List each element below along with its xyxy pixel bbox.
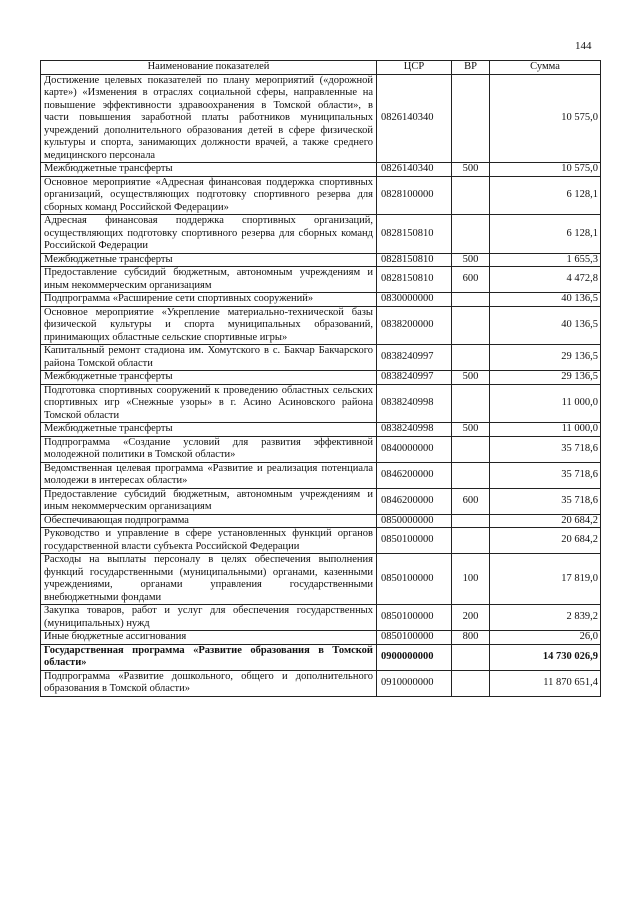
table-row — [41, 644, 601, 670]
table-row — [41, 436, 601, 462]
table-row — [41, 554, 601, 605]
table-row — [41, 462, 601, 488]
cell-csr: 0850000000 — [377, 514, 452, 528]
cell-sum: 26,0 — [490, 631, 601, 645]
cell-name: Закупка товаров, работ и услуг для обеспечения государственных (муниципальных) нужд — [41, 605, 377, 631]
cell-vr — [452, 436, 490, 462]
cell-csr: 0828150810 — [377, 215, 452, 254]
cell-name: Межбюджетные трансферты — [41, 253, 377, 267]
cell-csr: 0828150810 — [377, 267, 452, 293]
cell-csr: 0846200000 — [377, 488, 452, 514]
table-row — [41, 384, 601, 423]
cell-sum: 17 819,0 — [490, 554, 601, 605]
cell-name: Адресная финансовая поддержка спортивных организаций, осуществляющих подготовку спортивного резерва для сборных команд Российской Федерации — [41, 215, 377, 254]
cell-csr: 0838200000 — [377, 306, 452, 345]
cell-name: Ведомственная целевая программа «Развитие и реализация потенциала молодежи в интересах области» — [41, 462, 377, 488]
table-row — [41, 267, 601, 293]
cell-name: Расходы на выплаты персоналу в целях обеспечения выполнения функций государственными (муниципальными) органами, казенными учреждениями, органами управления государственными внебюджетными фондами — [41, 554, 377, 605]
cell-vr: 600 — [452, 488, 490, 514]
cell-csr: 0900000000 — [377, 644, 452, 670]
cell-name: Капитальный ремонт стадиона им. Хомутского в с. Бакчар Бакчарского района Томской области — [41, 345, 377, 371]
cell-vr: 500 — [452, 253, 490, 267]
table-row — [41, 345, 601, 371]
table-row — [41, 74, 601, 163]
table-body — [41, 74, 601, 696]
table-row — [41, 514, 601, 528]
cell-sum: 35 718,6 — [490, 436, 601, 462]
cell-sum: 40 136,5 — [490, 306, 601, 345]
cell-name: Основное мероприятие «Адресная финансовая поддержка спортивных организаций, осуществляющих подготовку спортивного резерва для сборных команд Российской Федерации» — [41, 176, 377, 215]
cell-name: Иные бюджетные ассигнования — [41, 631, 377, 645]
cell-csr: 0830000000 — [377, 293, 452, 307]
cell-vr: 200 — [452, 605, 490, 631]
cell-name: Государственная программа «Развитие образования в Томской области» — [41, 644, 377, 670]
cell-csr: 0828150810 — [377, 253, 452, 267]
table-row — [41, 215, 601, 254]
cell-vr — [452, 514, 490, 528]
cell-vr: 500 — [452, 163, 490, 177]
cell-sum: 1 655,3 — [490, 253, 601, 267]
cell-csr: 0838240997 — [377, 345, 452, 371]
table-row — [41, 605, 601, 631]
table-row — [41, 488, 601, 514]
cell-csr: 0850100000 — [377, 631, 452, 645]
cell-csr: 0828100000 — [377, 176, 452, 215]
cell-vr: 100 — [452, 554, 490, 605]
cell-csr: 0850100000 — [377, 528, 452, 554]
cell-vr — [452, 293, 490, 307]
cell-name: Основное мероприятие «Укрепление материально-технической базы физической культуры и спорта муниципальных образований, принимающих областные сельские спортивные игры» — [41, 306, 377, 345]
cell-name: Межбюджетные трансферты — [41, 371, 377, 385]
cell-name: Подготовка спортивных сооружений к проведению областных сельских спортивных игр «Снежные узоры» в г. Асино Асиновского района Томской области — [41, 384, 377, 423]
table-row — [41, 253, 601, 267]
cell-vr: 800 — [452, 631, 490, 645]
cell-csr: 0838240998 — [377, 423, 452, 437]
header-vr: ВР — [452, 61, 490, 75]
cell-sum: 11 000,0 — [490, 423, 601, 437]
table-row — [41, 306, 601, 345]
header-sum: Сумма — [490, 61, 601, 75]
table-row — [41, 423, 601, 437]
cell-csr: 0850100000 — [377, 605, 452, 631]
cell-csr: 0846200000 — [377, 462, 452, 488]
page-number: 144 — [575, 40, 592, 52]
cell-vr — [452, 215, 490, 254]
cell-name: Межбюджетные трансферты — [41, 423, 377, 437]
cell-sum: 6 128,1 — [490, 215, 601, 254]
cell-vr — [452, 670, 490, 696]
cell-csr: 0840000000 — [377, 436, 452, 462]
cell-vr — [452, 528, 490, 554]
cell-name: Обеспечивающая подпрограмма — [41, 514, 377, 528]
cell-name: Предоставление субсидий бюджетным, автономным учреждениям и иным некоммерческим организациям — [41, 267, 377, 293]
cell-name: Предоставление субсидий бюджетным, автономным учреждениям и иным некоммерческим организациям — [41, 488, 377, 514]
cell-name: Подпрограмма «Создание условий для развития эффективной молодежной политики в Томской области» — [41, 436, 377, 462]
header-csr: ЦСР — [377, 61, 452, 75]
cell-sum: 6 128,1 — [490, 176, 601, 215]
cell-vr: 500 — [452, 423, 490, 437]
cell-csr: 0826140340 — [377, 74, 452, 163]
cell-vr: 600 — [452, 267, 490, 293]
table-row — [41, 293, 601, 307]
cell-vr — [452, 384, 490, 423]
table-row — [41, 163, 601, 177]
cell-name: Подпрограмма «Развитие дошкольного, общего и дополнительного образования в Томской области» — [41, 670, 377, 696]
cell-csr: 0850100000 — [377, 554, 452, 605]
cell-sum: 11 000,0 — [490, 384, 601, 423]
cell-csr: 0826140340 — [377, 163, 452, 177]
cell-name: Руководство и управление в сфере установленных функций органов государственной власти субъекта Российской Федерации — [41, 528, 377, 554]
cell-vr — [452, 176, 490, 215]
cell-sum: 20 684,2 — [490, 514, 601, 528]
cell-name: Межбюджетные трансферты — [41, 163, 377, 177]
cell-name: Подпрограмма «Расширение сети спортивных сооружений» — [41, 293, 377, 307]
cell-sum: 10 575,0 — [490, 163, 601, 177]
table-row — [41, 528, 601, 554]
cell-sum: 11 870 651,4 — [490, 670, 601, 696]
cell-sum: 2 839,2 — [490, 605, 601, 631]
cell-sum: 35 718,6 — [490, 462, 601, 488]
cell-vr — [452, 462, 490, 488]
table-row — [41, 631, 601, 645]
cell-name: Достижение целевых показателей по плану мероприятий («дорожной карте») «Изменения в отраслях социальной сферы, направленные на повышение эффективности здравоохранения в Томской области», в части повышения заработной платы работников муниципальных учреждений дополнительного образования детей в сфере физической культуры и спорта, занимающих должности врачей, а также среднего медицинского персонала — [41, 74, 377, 163]
table-row — [41, 176, 601, 215]
cell-csr: 0838240997 — [377, 371, 452, 385]
cell-sum: 14 730 026,9 — [490, 644, 601, 670]
budget-table — [40, 60, 601, 697]
cell-sum: 29 136,5 — [490, 371, 601, 385]
cell-sum: 20 684,2 — [490, 528, 601, 554]
cell-vr — [452, 345, 490, 371]
cell-sum: 10 575,0 — [490, 74, 601, 163]
cell-csr: 0910000000 — [377, 670, 452, 696]
cell-sum: 40 136,5 — [490, 293, 601, 307]
cell-sum: 29 136,5 — [490, 345, 601, 371]
header-name: Наименование показателей — [41, 61, 377, 75]
cell-vr: 500 — [452, 371, 490, 385]
cell-sum: 35 718,6 — [490, 488, 601, 514]
table-row — [41, 371, 601, 385]
cell-vr — [452, 644, 490, 670]
table-row — [41, 670, 601, 696]
cell-vr — [452, 74, 490, 163]
cell-vr — [452, 306, 490, 345]
cell-csr: 0838240998 — [377, 384, 452, 423]
cell-sum: 4 472,8 — [490, 267, 601, 293]
table-header-row — [41, 61, 601, 75]
